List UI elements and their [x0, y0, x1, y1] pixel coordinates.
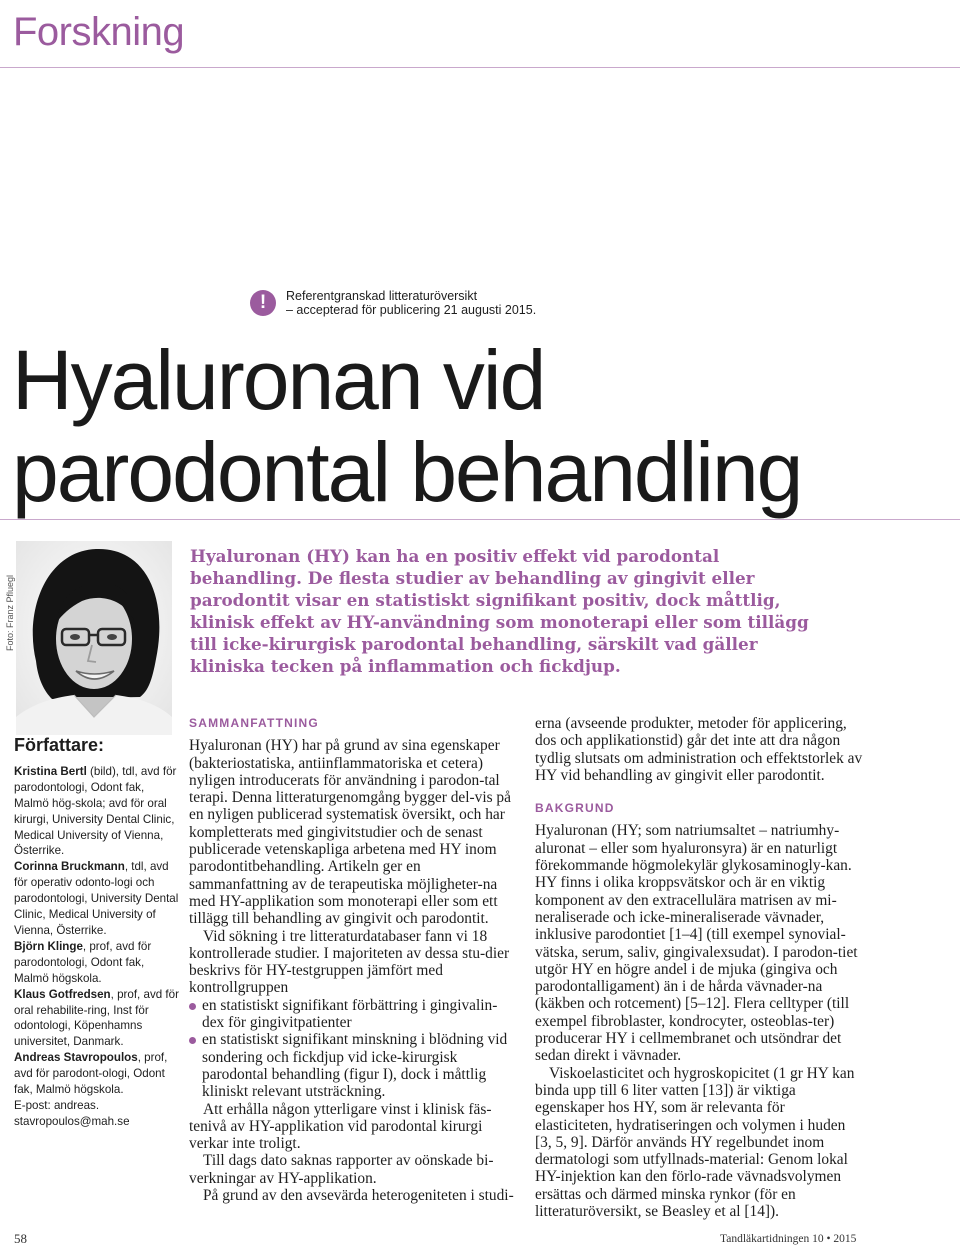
author-affiliation: , tdl, avd för operativ odonto-logi och parodontologi, University Dental Clinic, Medical University of Vienna, Österrike. — [14, 860, 179, 937]
author-name: Kristina Bertl — [14, 764, 87, 778]
author-entry — [14, 1050, 179, 1098]
author-affiliation: , prof, avd för parodont-ologi, Odont fak, Malmö högskola. — [14, 1051, 168, 1097]
summary-bullet — [189, 1031, 519, 1100]
summary-heading: SAMMANFATTNING — [189, 716, 319, 730]
title-line-1: Hyaluronan vid — [12, 333, 545, 427]
summary-paragraph: Att erhålla någon ytterligare vinst i klinisk fäs-tenivå av HY-applikation vid parodontal kirurgi verkar inte troligt. — [189, 1100, 492, 1153]
portrait-illustration — [16, 541, 172, 735]
author-entry — [14, 764, 179, 859]
peer-review-text — [286, 289, 536, 317]
section-label: Forskning — [13, 10, 185, 54]
summary-paragraph: Till dags dato saknas rapporter av oönskade bi-verkningar av HY-applikation. — [189, 1152, 494, 1187]
exclamation-icon: ! — [250, 290, 276, 316]
background-paragraph: Hyaluronan (HY; som natriumsaltet – natriumhy-aluronat – eller som hyaluronsyra) är en naturligt förekommande högmolekylär glykosaminogly-kan. HY finns i olika kroppsvätskor och är en viktig komponent av den extracellulära matrisen av mi-neraliserade och icke-mineraliserade vävnader, inklusive parodontiet [1–4] (till exempel synovial-vätska, serum, saliv, gingivalexsudat). I parodon-tiet utgör HY en högre andel i de mjuka (gingiva och parodontalligament) än i de hårda vävnader-na (käkben och rotcement) [5–12]. Flera celltyper (till exempel fibroblaster, kondrocyter, osteoblas-ter) producerar HY i cellmembranet och utsöndrar det sedan direkt i vävnader. — [535, 822, 858, 1065]
bullet-text: en statistiskt signifikant minskning i blödning vid sondering och fickdjup vid icke-kirurgisk parodontal behandling (figur I), dock i måttlig kliniskt relevant utsträckning. — [202, 1031, 508, 1101]
author-entry — [14, 987, 179, 1051]
peer-review-badge — [250, 289, 536, 317]
header-divider — [0, 67, 960, 68]
authors-heading: Författare: — [14, 735, 105, 755]
author-affiliation: , prof, avd för parodontologi, Odont fak, Malmö högskola. — [14, 939, 152, 985]
bullet-dot-icon — [189, 1003, 196, 1010]
background-paragraph: Viskoelasticitet och hygroskopicitet (1 gr HY kan binda upp till 6 liter vatten [13]) är viktiga egenskaper hos HY, som är relevanta för elasticiteten, hydratiseringen och volymen i huden [3, 5, 9]. Därför används HY regelbundet inom dermatologi som utfyllnads-material: Genom lokal HY-injektion kan den förlo-rade vävnadsvolymen ersättas och därmed minska rynkor (för en litteraturöversikt, se Beasley et al [14]). — [535, 1064, 855, 1221]
lead-paragraph: Hyaluronan (HY) kan ha en positiv effekt vid parodontal behandling. De flesta studier av behandling av gingivit eller parodontit visar en statistiskt signifikant positiv, dock måttlig, klinisk effekt av HY-användning som monoterapi eller som tillägg till icke-kirurgisk parodontal behandling, särskilt vad gäller kliniska tecken på inflammation och fickdjup. — [190, 546, 809, 676]
author-name: Andreas Stavropoulos — [14, 1051, 138, 1065]
summary-bullet — [189, 997, 519, 1032]
author-affiliation: (bild), tdl, avd för parodontologi, Odont fak, Malmö hög-skola; avd för oral kirurgi, University Dental Clinic, Medical University of Vienna, Österrike. — [14, 764, 177, 858]
background-heading: BAKGRUND — [535, 801, 615, 816]
author-sidebar — [14, 735, 179, 1130]
article-title — [12, 334, 952, 518]
summary-continued: erna (avseende produkter, metoder för applicering, dos och applikationstid) går det inte att dra någon tydlig slutsats om administration och effektstorlek av HY vid behandling av gingivit eller parodontit. — [535, 715, 863, 784]
bullet-text: en statistiskt signifikant förbättring i gingivalin-dex för gingivitpatienter — [202, 996, 498, 1032]
author-name: Klaus Gotfredsen — [14, 987, 111, 1001]
author-portrait — [16, 541, 172, 735]
author-name: Corinna Bruckmann — [14, 860, 125, 874]
author-entry — [14, 859, 179, 939]
page-number: 58 — [14, 1231, 27, 1246]
peer-review-line1: Referentgranskad litteraturöversikt — [286, 289, 478, 303]
summary-column — [189, 715, 519, 1204]
photo-credit: Foto: Franz Pfluegl — [5, 574, 15, 651]
summary-paragraph: På grund av den avsevärda heterogeniteten i studi- — [203, 1187, 514, 1205]
author-affiliation: , prof, avd för oral rehabilite-ring, Inst för odontologi, Köpenhamns universitet, Danmark. — [14, 987, 179, 1049]
bullet-dot-icon — [189, 1037, 196, 1044]
summary-paragraph: Vid sökning i tre litteraturdatabaser fann vi 18 kontrollerade studier. I majoriteten av dessa stu-dier beskrivs för HY-testgruppen jämfört med kontrollgruppen — [189, 927, 510, 997]
author-entry — [14, 939, 179, 987]
title-line-2: parodontal behandling — [12, 425, 802, 519]
summary-paragraph: Hyaluronan (HY) har på grund av sina egenskaper (bakteriostatiska, antiinflammatoriska et cetera) nyligen introducerats för användning i parodon-tal terapi. Denna litteraturgenomgång bygger del-vis på en nyligen publicerad systematisk översikt, och har kompletterats med gingivitstudier och de senast publicerade vetenskapliga arbetena med HY inom parodontitbehandling. Artikeln ger en sammanfattning av de terapeutiska möjligheter-na med HY-applikation som monoterapi eller som ett tillägg till behandling av gingivit och parodontit. — [189, 737, 511, 928]
author-email[interactable]: E-post: andreas. stavropoulos@mah.se — [14, 1098, 130, 1128]
title-divider — [0, 519, 960, 520]
background-column — [535, 715, 865, 1220]
author-name: Björn Klinge — [14, 939, 83, 953]
peer-review-line2: – accepterad för publicering 21 augusti 2015. — [286, 303, 537, 317]
publication-footer: Tandläkartidningen 10 • 2015 — [720, 1233, 857, 1245]
